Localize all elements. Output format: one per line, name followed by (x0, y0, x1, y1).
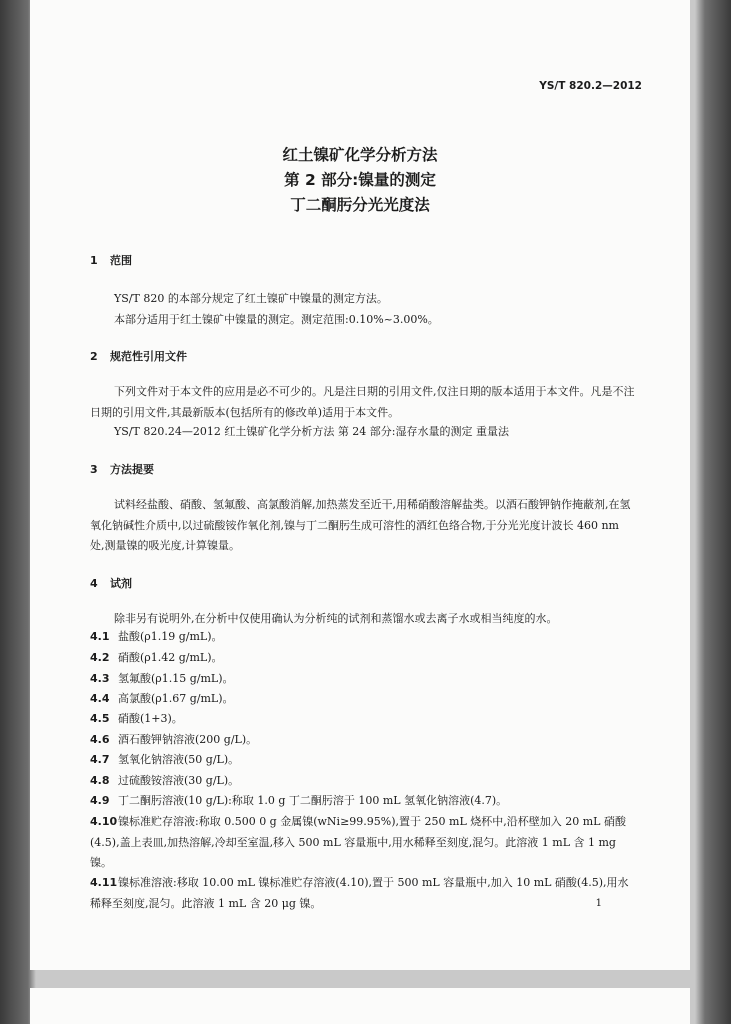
scope-line-1: YS/T 820 的本部分规定了红土镍矿中镍量的测定方法。 (114, 292, 388, 305)
item-text: 氢氧化钠溶液(50 g/L)。 (118, 753, 240, 766)
section-number: 4 (90, 577, 98, 590)
reagent-item (90, 750, 635, 771)
title-line-3: 丁二酮肟分光光度法 (290, 196, 430, 214)
reagent-item (90, 730, 635, 751)
reagents-intro: 除非另有说明外,在分析中仅使用确认为分析纯的试剂和蒸馏水或去离子水或相当纯度的水。 (114, 612, 558, 625)
reagent-item (90, 669, 635, 690)
page-number: 1 (595, 898, 602, 909)
item-text: 氢氟酸(ρ1.15 g/mL)。 (118, 672, 234, 685)
section-number: 3 (90, 463, 98, 476)
section-title: 范围 (110, 254, 132, 267)
item-text: 镍标准溶液:移取 10.00 mL 镍标准贮存溶液(4.10),置于 500 mL 容量瓶中,加入 10 mL 硝酸(4.5),用水稀释至刻度,混匀。此溶液 1 mL 含 20 μg 镍。 (90, 876, 629, 910)
item-number: 4.5 (90, 712, 110, 725)
item-number: 4.10 (90, 815, 118, 828)
item-text: 高氯酸(ρ1.67 g/mL)。 (118, 692, 234, 705)
item-text: 盐酸(ρ1.19 g/mL)。 (118, 630, 223, 643)
section-title: 方法提要 (110, 463, 154, 476)
title-line-2: 第 2 部分:镍量的测定 (284, 171, 436, 189)
item-number: 4.8 (90, 774, 110, 787)
item-number: 4.4 (90, 692, 110, 705)
section-title: 试剂 (110, 577, 132, 590)
item-number: 4.11 (90, 876, 118, 889)
title-line-1: 红土镍矿化学分析方法 (282, 146, 438, 164)
reagent-item (90, 791, 635, 812)
next-page-edge (30, 988, 690, 1024)
section-2-heading (90, 348, 187, 364)
reagent-item (90, 771, 635, 792)
section-title: 规范性引用文件 (110, 350, 187, 363)
item-text: 过硫酸铵溶液(30 g/L)。 (118, 774, 240, 787)
section-number: 1 (90, 254, 98, 267)
method-summary-paragraph: 试料经盐酸、硝酸、氢氟酸、高氯酸消解,加热蒸发至近干,用稀硝酸溶解盐类。以酒石酸钾钠作掩蔽剂,在氢氧化钠碱性介质中,以过硫酸铵作氧化剂,镍与丁二酮肟生成可溶性的酒红色络合物,于分光光度计波长 460 nm 处,测量镍的吸光度,计算镍量。 (90, 498, 631, 552)
reagent-item (90, 689, 635, 710)
section-number: 2 (90, 350, 98, 363)
reagent-item (90, 709, 635, 730)
reagent-item (90, 812, 635, 874)
standard-number: YS/T 820.2—2012 (539, 80, 642, 92)
item-text: 酒石酸钾钠溶液(200 g/L)。 (118, 733, 258, 746)
item-number: 4.6 (90, 733, 110, 746)
scope-line-2: 本部分适用于红土镍矿中镍量的测定。测定范围:0.10%~3.00%。 (114, 313, 439, 326)
item-number: 4.3 (90, 672, 110, 685)
section-1-heading (90, 252, 132, 268)
item-text: 丁二酮肟溶液(10 g/L):称取 1.0 g 丁二酮肟溶于 100 mL 氢氧化钠溶液(4.7)。 (118, 794, 508, 807)
item-number: 4.9 (90, 794, 110, 807)
references-paragraph: 下列文件对于本文件的应用是必不可少的。凡是注日期的引用文件,仅注日期的版本适用于本文件。凡是不注日期的引用文件,其最新版本(包括所有的修改单)适用于本文件。 (90, 385, 635, 419)
document-page (30, 0, 690, 970)
reference-item: YS/T 820.24—2012 红土镍矿化学分析方法 第 24 部分:湿存水量的测定 重量法 (114, 425, 510, 438)
item-number: 4.1 (90, 630, 110, 643)
item-text: 镍标准贮存溶液:称取 0.500 0 g 金属镍(wNi≥99.95%),置于 250 mL 烧杯中,沿杯壁加入 20 mL 硝酸(4.5),盖上表皿,加热溶解,冷却至室温,移入 500 mL 容量瓶中,用水稀释至刻度,混匀。此溶液 1 mL 含 1 mg 镍。 (90, 815, 626, 869)
item-number: 4.2 (90, 651, 110, 664)
section-4-heading (90, 575, 132, 591)
reagent-item (90, 627, 635, 648)
item-text: 硝酸(1+3)。 (118, 712, 183, 725)
section-3-heading (90, 461, 154, 477)
item-text: 硝酸(ρ1.42 g/mL)。 (118, 651, 223, 664)
item-number: 4.7 (90, 753, 110, 766)
reagent-item (90, 648, 635, 669)
reagent-item (90, 873, 635, 914)
